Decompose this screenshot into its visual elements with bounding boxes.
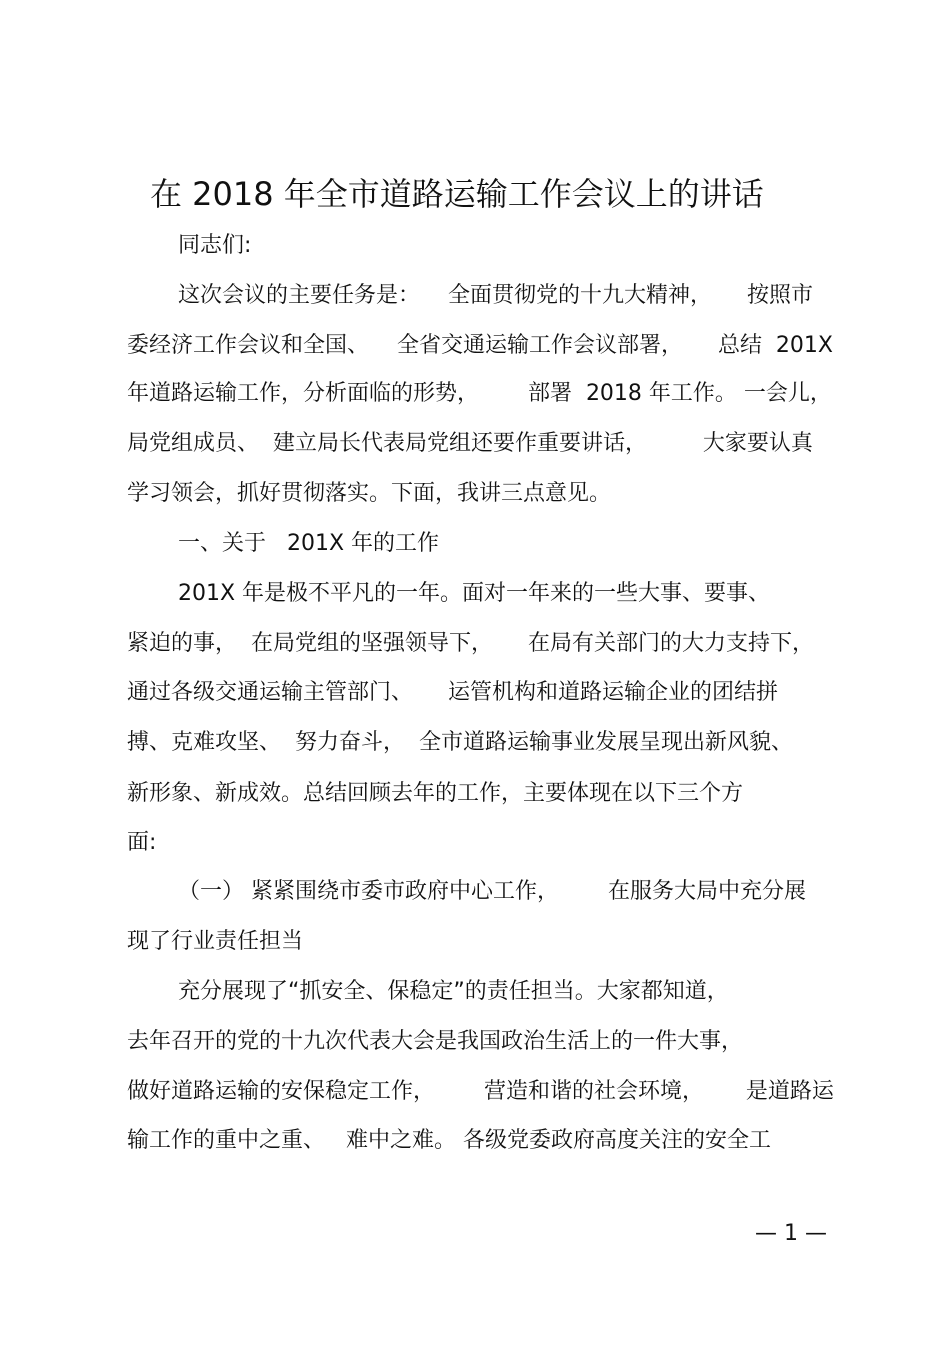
- paragraph-line: 201X 年是极不平凡的一年。面对一年来的一些大事、要事、: [178, 581, 771, 606]
- paragraph-line: 年道路运输工作，分析面临的形势， 部署 2018 年工作。 一会儿，: [127, 381, 832, 406]
- page-number: — 1 —: [755, 1221, 827, 1246]
- paragraph-line: 新形象、新成效。总结回顾去年的工作，主要体现在以下三个方: [127, 781, 744, 806]
- paragraph-line: 做好道路运输的安保稳定工作， 营造和谐的社会环境， 是道路运: [127, 1079, 834, 1104]
- document-title: 在 2018 年全市道路运输工作会议上的讲话: [150, 175, 764, 213]
- paragraph-line: 局党组成员、 建立局长代表局党组还要作重要讲话， 大家要认真: [127, 431, 813, 456]
- section-heading: 一、关于 201X 年的工作: [178, 531, 440, 556]
- paragraph-line: 学习领会，抓好贯彻落实。下面，我讲三点意见。: [127, 481, 612, 506]
- paragraph-line: 搏、克难攻坚、 努力奋斗， 全市道路运输事业发展呈现出新风貌、: [127, 730, 793, 755]
- salutation: 同志们:: [178, 233, 252, 258]
- paragraph-line: 通过各级交通运输主管部门、 运管机构和道路运输企业的团结拼: [127, 680, 778, 705]
- paragraph-line: 输工作的重中之重、 难中之难。 各级党委政府高度关注的安全工: [127, 1128, 771, 1153]
- paragraph-line: 委经济工作会议和全国、 全省交通运输工作会议部署， 总结 201X: [127, 333, 833, 358]
- paragraph-line: 去年召开的党的十九次代表大会是我国政治生活上的一件大事，: [127, 1029, 744, 1054]
- paragraph-line: 这次会议的主要任务是： 全面贯彻党的十九大精神， 按照市: [178, 283, 813, 308]
- paragraph-line: 面:: [127, 830, 157, 855]
- subsection-heading-continued: 现了行业责任担当: [127, 929, 304, 954]
- subsection-heading: （一） 紧紧围绕市委市政府中心工作， 在服务大局中充分展: [178, 879, 806, 904]
- paragraph-line: 充分展现了“抓安全、保稳定”的责任担当。大家都知道，: [178, 979, 729, 1004]
- paragraph-line: 紧迫的事， 在局党组的坚强领导下， 在局有关部门的大力支持下，: [127, 631, 814, 656]
